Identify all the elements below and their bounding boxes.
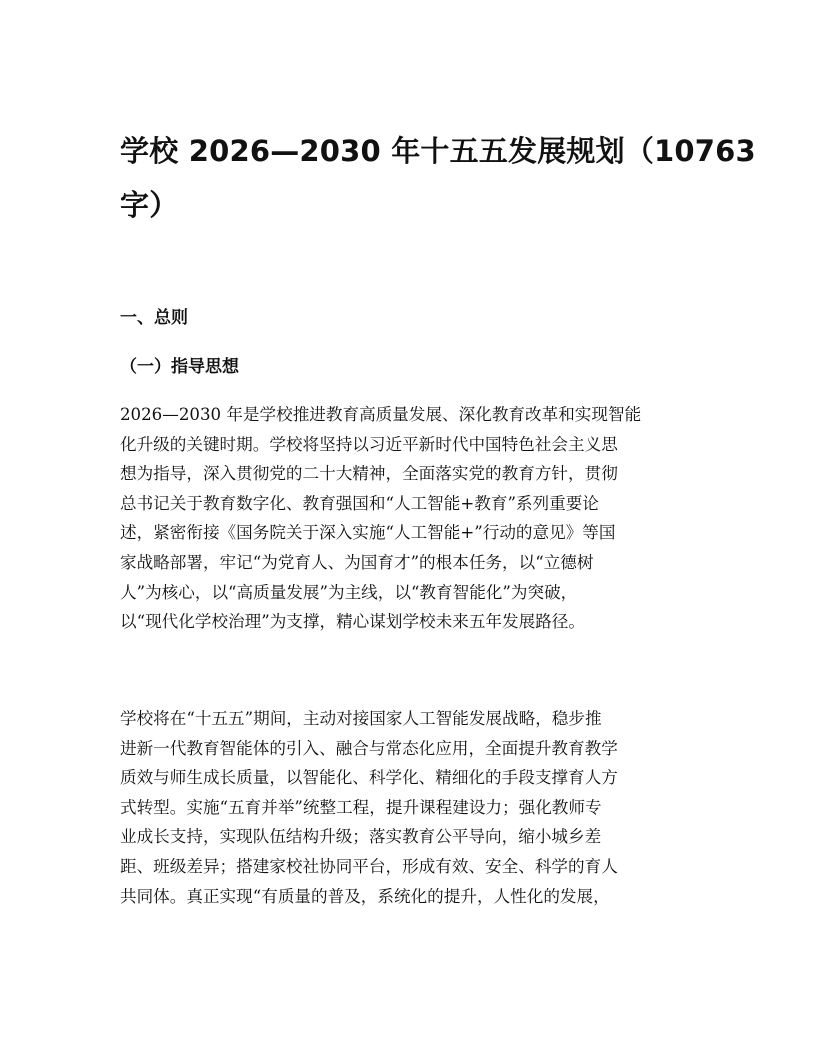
text-line: 共同体。真正实现“有质量的普及，系统化的提升，人性化的发展， — [120, 886, 610, 906]
text-line: 进新一代教育智能体的引入、融合与常态化应用，全面提升教育教学 — [120, 738, 618, 758]
title-line: 字） — [120, 188, 179, 222]
paragraph-guiding-thought — [120, 400, 692, 637]
text-line: 人”为核心，以“高质量发展”为主线，以“教育智能化”为突破， — [120, 582, 578, 602]
text-line: 述，紧密衔接《国务院关于深入实施“人工智能+”行动的意见》等国 — [120, 523, 616, 543]
text-line: 家战略部署，牢记“为党育人、为国育才”的根本任务，以“立德树 — [120, 552, 594, 572]
document-title — [120, 124, 756, 232]
text-line: 距、班级差异；搭建家校社协同平台，形成有效、安全、科学的育人 — [120, 856, 618, 876]
text-line: 式转型。实施“五育并举”统整工程，提升课程建设力；强化教师专 — [120, 797, 602, 817]
subsection-heading: （一）指导思想 — [120, 357, 239, 377]
text-line: 总书记关于教育数字化、教育强国和“人工智能+教育”系列重要论 — [120, 493, 599, 513]
title-line: 学校 2026—2030 年十五五发展规划（10763 — [120, 134, 756, 168]
text-line: 以“现代化学校治理”为支撑，精心谋划学校未来五年发展路径。 — [120, 612, 585, 632]
text-line: 想为指导，深入贯彻党的二十大精神，全面落实党的教育方针，贯彻 — [120, 464, 618, 484]
section-heading: 一、总则 — [120, 308, 188, 328]
text-line: 2026—2030 年是学校推进教育高质量发展、深化教育改革和实现智能 — [120, 405, 642, 424]
text-line: 化升级的关键时期。学校将坚持以习近平新时代中国特色社会主义思 — [120, 434, 618, 454]
paragraph-fifteenth-plan — [120, 704, 692, 911]
text-line: 业成长支持，实现队伍结构升级；落实教育公平导向，缩小城乡差 — [120, 827, 602, 847]
text-line: 质效与师生成长质量，以智能化、科学化、精细化的手段支撑育人方 — [120, 768, 618, 788]
text-line: 学校将在“十五五”期间，主动对接国家人工智能发展战略，稳步推 — [120, 709, 602, 728]
